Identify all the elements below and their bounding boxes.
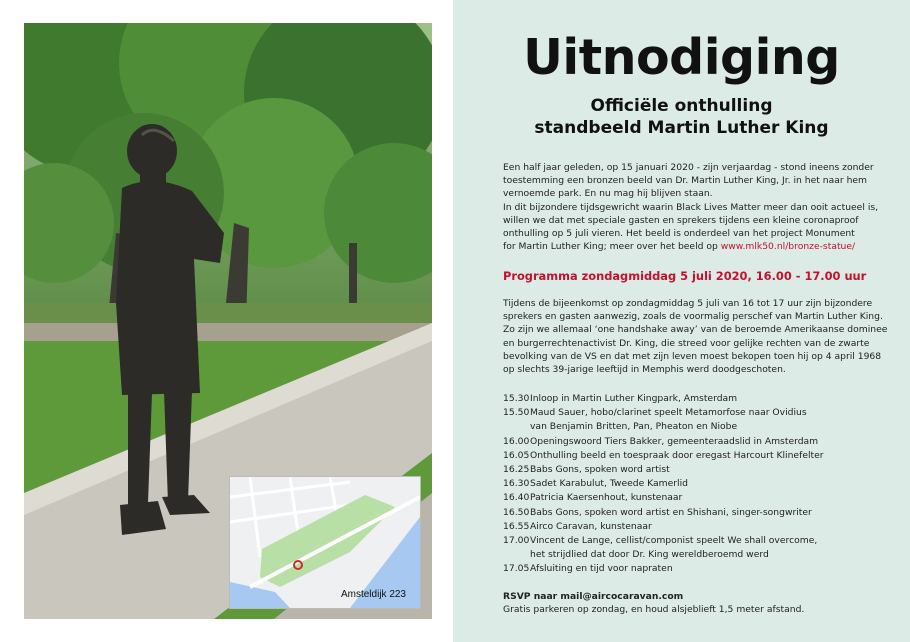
- schedule-row: [503, 463, 903, 477]
- invitation-title: Uitnodiging: [523, 29, 840, 86]
- schedule-row: [503, 506, 903, 520]
- schedule-row: [503, 420, 903, 434]
- schedule-time: 15.50: [503, 407, 530, 419]
- program-heading: Programma zondagmiddag 5 juli 2020, 16.00 - 17.00 uur: [503, 269, 867, 283]
- intro-last-text: for Martin Luther King; meer over het beeld op: [503, 241, 718, 253]
- intro-line: willen we dat met speciale gasten en sprekers tijdens een kleine coronaproof: [503, 214, 859, 226]
- statue-link[interactable]: www.mlk50.nl/bronze-statue/: [720, 241, 856, 253]
- schedule-row: [503, 491, 903, 505]
- schedule-desc: Sadet Karabulut, Tweede Kamerlid: [530, 478, 688, 490]
- program-line: Tijdens de bijeenkomst op zondagmiddag 5 juli van 16 tot 17 uur zijn bijzondere: [503, 298, 873, 309]
- schedule-row: [503, 406, 903, 420]
- invitation-subtitle: [453, 95, 910, 139]
- schedule-time: 16.30: [503, 478, 530, 490]
- intro-line: vernoemde park. En nu mag hij blijven staan.: [503, 188, 713, 200]
- program-line: en burgerrechtenactivist Dr. King, die streed voor gelijke rechten van de zwarte: [503, 337, 870, 349]
- schedule-time: 17.00: [503, 535, 530, 547]
- program-line: op slechts 39-jarige leeftijd in Memphis werd doodgeschoten.: [503, 364, 786, 376]
- schedule-time: 16.40: [503, 492, 530, 504]
- intro-line: onthulling op 5 juli vieren. Het beeld is onderdeel van het project Monument: [503, 228, 855, 240]
- schedule-row: [503, 534, 903, 548]
- schedule-time: 16.50: [503, 506, 530, 518]
- schedule-time: 16.00: [503, 435, 530, 447]
- intro-paragraph: [503, 161, 903, 253]
- left-panel: [0, 0, 453, 642]
- schedule-time: [503, 420, 530, 434]
- schedule-time: [503, 548, 530, 562]
- subtitle-line: Officiële onthulling: [590, 96, 773, 116]
- schedule-desc: Babs Gons, spoken word artist: [530, 464, 670, 476]
- schedule-desc: Openingswoord Tiers Bakker, gemeenteraadslid in Amsterdam: [530, 435, 819, 447]
- rsvp-email[interactable]: RSVP naar mail@aircocaravan.com: [503, 591, 684, 602]
- schedule-desc: Inloop in Martin Luther Kingpark, Amsterdam: [530, 393, 738, 404]
- schedule-desc: Patricia Kaersenhout, kunstenaar: [530, 492, 683, 504]
- schedule-row: [503, 548, 903, 562]
- subtitle-line: standbeeld Martin Luther King: [534, 118, 829, 138]
- schedule-time: 17.05: [503, 563, 530, 575]
- schedule-list: [503, 392, 903, 577]
- schedule-desc: het strijdlied dat door Dr. King wereldberoemd werd: [530, 549, 769, 561]
- schedule-desc: Vincent de Lange, cellist/componist speelt We shall overcome,: [530, 535, 818, 547]
- schedule-time: 16.25: [503, 464, 530, 476]
- schedule-desc: Maud Sauer, hobo/clarinet speelt Metamorfose naar Ovidius: [530, 407, 807, 419]
- schedule-time: 16.55: [503, 520, 530, 532]
- schedule-desc: Babs Gons, spoken word artist en Shishani, singer-songwriter: [530, 506, 812, 518]
- schedule-desc: Onthulling beeld en toespraak door eregast Harcourt Klinefelter: [530, 449, 824, 461]
- program-line: Zo zijn we allemaal ‘one handshake away’ van de beroemde Amerikaanse dominee: [503, 324, 888, 336]
- schedule-time: 15.30: [503, 393, 530, 404]
- parking-note: Gratis parkeren op zondag, en houd alsjeblieft 1,5 meter afstand.: [503, 604, 805, 616]
- intro-line: Een half jaar geleden, op 15 januari 2020 - zijn verjaardag - stond ineens zonder: [503, 162, 874, 173]
- schedule-desc: Airco Caravan, kunstenaar: [530, 520, 652, 532]
- schedule-row: [503, 435, 903, 449]
- location-map[interactable]: [229, 476, 421, 609]
- schedule-desc: Afsluiting en tijd voor napraten: [530, 563, 673, 575]
- program-paragraph: [503, 297, 903, 376]
- program-line: sprekers en gasten aanwezig, zoals de voormalig perschef van Martin Luther King.: [503, 311, 883, 323]
- invitation-text-panel: [453, 0, 910, 642]
- intro-line: In dit bijzondere tijdsgewricht waarin Black Lives Matter meer dan ooit actueel is,: [503, 201, 879, 213]
- intro-line: toestemming een bronzen beeld van Dr. Martin Luther King, Jr. in het naar hem: [503, 175, 868, 187]
- schedule-row: [503, 477, 903, 491]
- program-line: bevolking van de VS en dat met zijn leven moest bekopen toen hij op 4 april 1968: [503, 350, 882, 362]
- intro-line: [503, 240, 903, 253]
- rsvp-block: [503, 590, 804, 616]
- schedule-time: 16.05: [503, 449, 530, 461]
- schedule-row: [503, 520, 903, 534]
- schedule-row: [503, 562, 903, 576]
- schedule-row: [503, 392, 903, 406]
- rsvp-line[interactable]: [503, 590, 804, 603]
- schedule-desc: van Benjamin Britten, Pan, Pheaton en Niobe: [530, 421, 738, 433]
- schedule-row: [503, 449, 903, 463]
- map-address-label: Amsteldijk 223: [340, 589, 406, 600]
